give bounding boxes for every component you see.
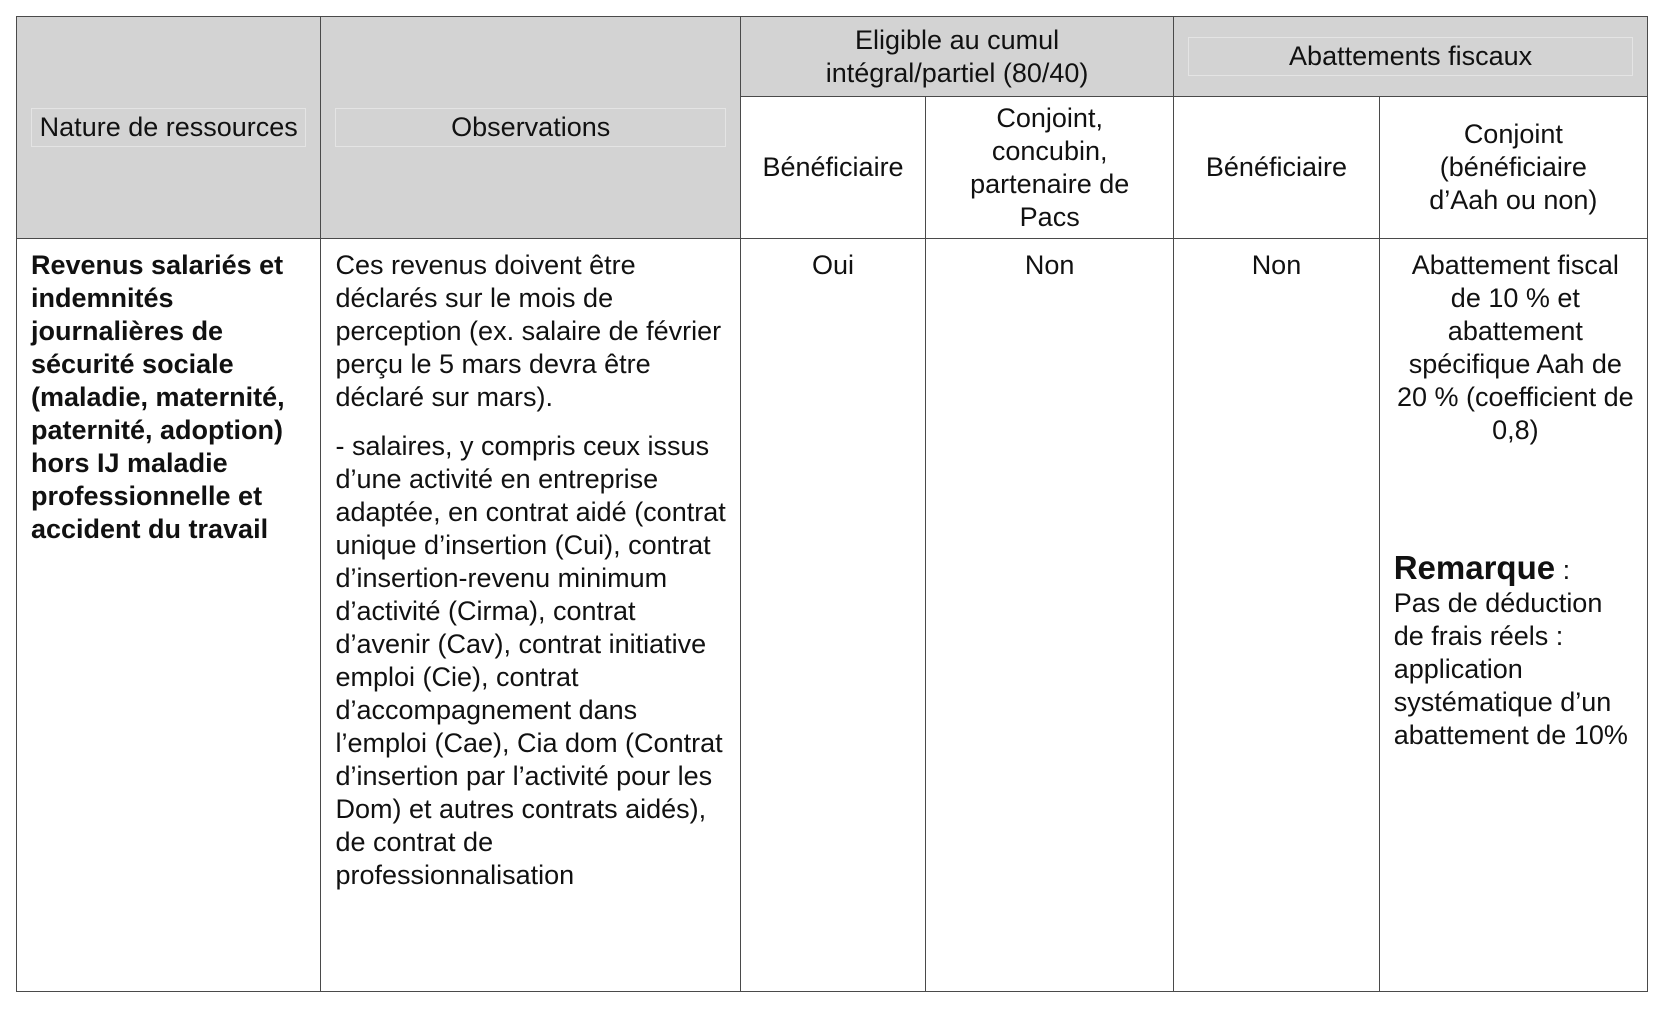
header-eligible-beneficiaire-label: Bénéficiaire — [762, 152, 904, 182]
header-eligible-group-label: Eligible au cumul intégral/partiel (80/40) — [825, 24, 1089, 88]
header-observations-label: Observations — [335, 108, 725, 147]
remarque-body: Pas de déduction de frais réels : application systématique d’un abattement de 10% — [1393, 588, 1628, 750]
table-row — [17, 239, 1648, 992]
abatt-conjoint-text: Abattement fiscal de 10 % et abattement spécifique Aah de 20 % (coefficient de 0,8) — [1397, 250, 1634, 445]
cell-abatt-beneficiaire: Non — [1174, 239, 1379, 992]
observations-paragraph-1: Ces revenus doivent être déclarés sur le mois de perception (ex. salaire de février perçu le 5 mars devra être déclaré sur mars). — [335, 250, 722, 412]
resources-table — [16, 16, 1648, 992]
header-abattements-group-label: Abattements fiscaux — [1188, 37, 1633, 76]
header-observations — [321, 17, 740, 239]
remarque-block — [1394, 551, 1637, 752]
header-eligible-conjoint — [926, 97, 1174, 239]
header-abatt-conjoint — [1379, 97, 1647, 239]
header-eligible-group — [740, 17, 1173, 97]
cell-eligible-conjoint: Non — [926, 239, 1174, 992]
header-nature-label: Nature de ressources — [31, 108, 306, 147]
header-row-top — [17, 17, 1648, 97]
header-abatt-conjoint-label: Conjoint (bénéficiaire d’Aah ou non) — [1429, 119, 1598, 215]
cell-nature: Revenus salariés et indemnités journalières de sécurité sociale (maladie, maternité, paternité, adoption) hors IJ maladie professionnelle et accident du travail — [17, 239, 321, 992]
header-abatt-beneficiaire — [1174, 97, 1379, 239]
header-eligible-beneficiaire — [740, 97, 925, 239]
cell-eligible-beneficiaire: Oui — [740, 239, 925, 992]
cell-observations — [321, 239, 740, 992]
header-abattements-group — [1174, 17, 1648, 97]
remarque-title: Remarque — [1393, 549, 1556, 586]
header-nature — [17, 17, 321, 239]
remarque-colon: : — [1555, 555, 1571, 585]
header-abatt-beneficiaire-label: Bénéficiaire — [1205, 152, 1347, 182]
observations-paragraph-2: - salaires, y compris ceux issus d’une activité en entreprise adaptée, en contrat aidé (contrat unique d’insertion (Cui), contrat d’insertion-revenu minimum d’activité (Cirma), contrat d’avenir (Cav), contrat initiative emploi (Cie), contrat d’accompagnement dans l’emploi (Cae), Cia dom (Contrat d’insertion par l’activité pour les Dom) et autres contrats aidés), de contrat de professionnalisation — [335, 431, 726, 890]
cell-abatt-conjoint — [1379, 239, 1647, 992]
header-eligible-conjoint-label: Conjoint, concubin, partenaire de Pacs — [970, 102, 1130, 232]
